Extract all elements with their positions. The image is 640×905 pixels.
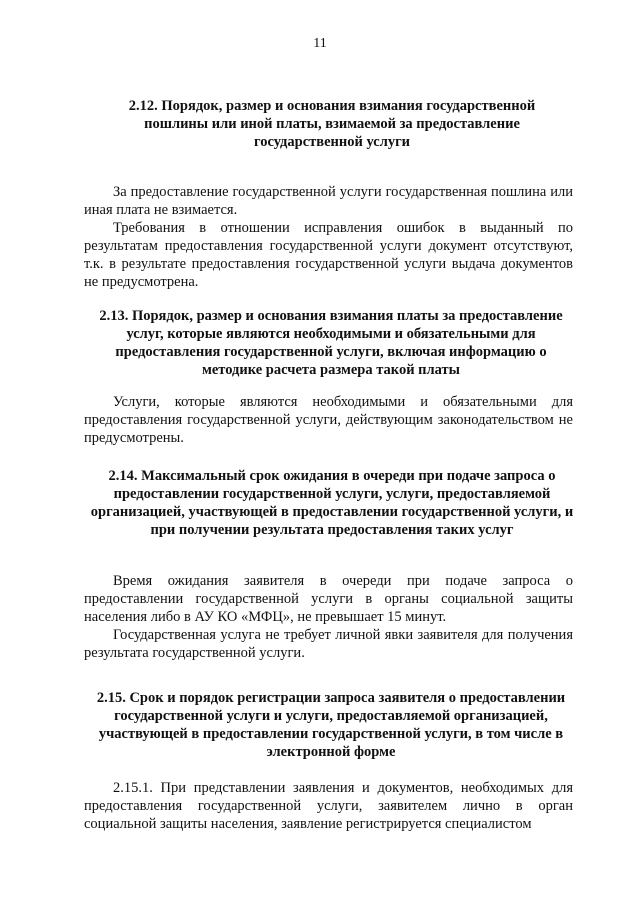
page-number: 11 <box>313 36 327 51</box>
section-2-13-paragraph-1: Услуги, которые являются необходимыми и обязательными для предоставления государственной услуги, действующим законодательством не предусмотрены. <box>84 394 573 446</box>
section-2-12-paragraph-1: За предоставление государственной услуги государственная пошлина или иная плата не взимается. <box>84 184 573 218</box>
section-2-12-heading: 2.12. Порядок, размер и основания взимания государственной пошлины или иной платы, взимаемой за предоставление государственной услуги <box>128 98 536 150</box>
section-2-14-paragraph-1: Время ожидания заявителя в очереди при подаче запроса о предоставлении государственной услуги в органы социальной защиты населения либо в АУ КО «МФЦ», не превышает 15 минут. <box>84 573 573 625</box>
section-2-15-paragraph-1: 2.15.1. При представлении заявления и документов, необходимых для предоставления государственной услуги, заявителем лично в орган социальной защиты населения, заявление регистрируется специалистом <box>84 780 573 832</box>
section-2-15-heading: 2.15. Срок и порядок регистрации запроса заявителя о предоставлении государственной услуги и услуги, предоставляемой организацией, участвующей в предоставлении государственной услуги, в том числе в электронной форме <box>96 690 566 760</box>
section-2-14-heading: 2.14. Максимальный срок ожидания в очереди при подаче запроса о предоставлении государственной услуги, услуги, предоставляемой организацией, участвующей в предоставлении государственной услуги, и при получении результата предоставления таких услуг <box>90 468 574 538</box>
section-2-13-heading: 2.13. Порядок, размер и основания взимания платы за предоставление услуг, которые являются необходимыми и обязательными для предоставления государственной услуги, включая информацию о методике расчета размера такой платы <box>99 308 563 378</box>
section-2-12-paragraph-2: Требования в отношении исправления ошибок в выданный по результатам предоставления государственной услуги документ отсутствуют, т.к. в результате предоставления государственной услуги выдача документов не предусмотрена. <box>84 220 573 290</box>
section-2-14-paragraph-2: Государственная услуга не требует личной явки заявителя для получения результата государственной услуги. <box>84 627 573 661</box>
